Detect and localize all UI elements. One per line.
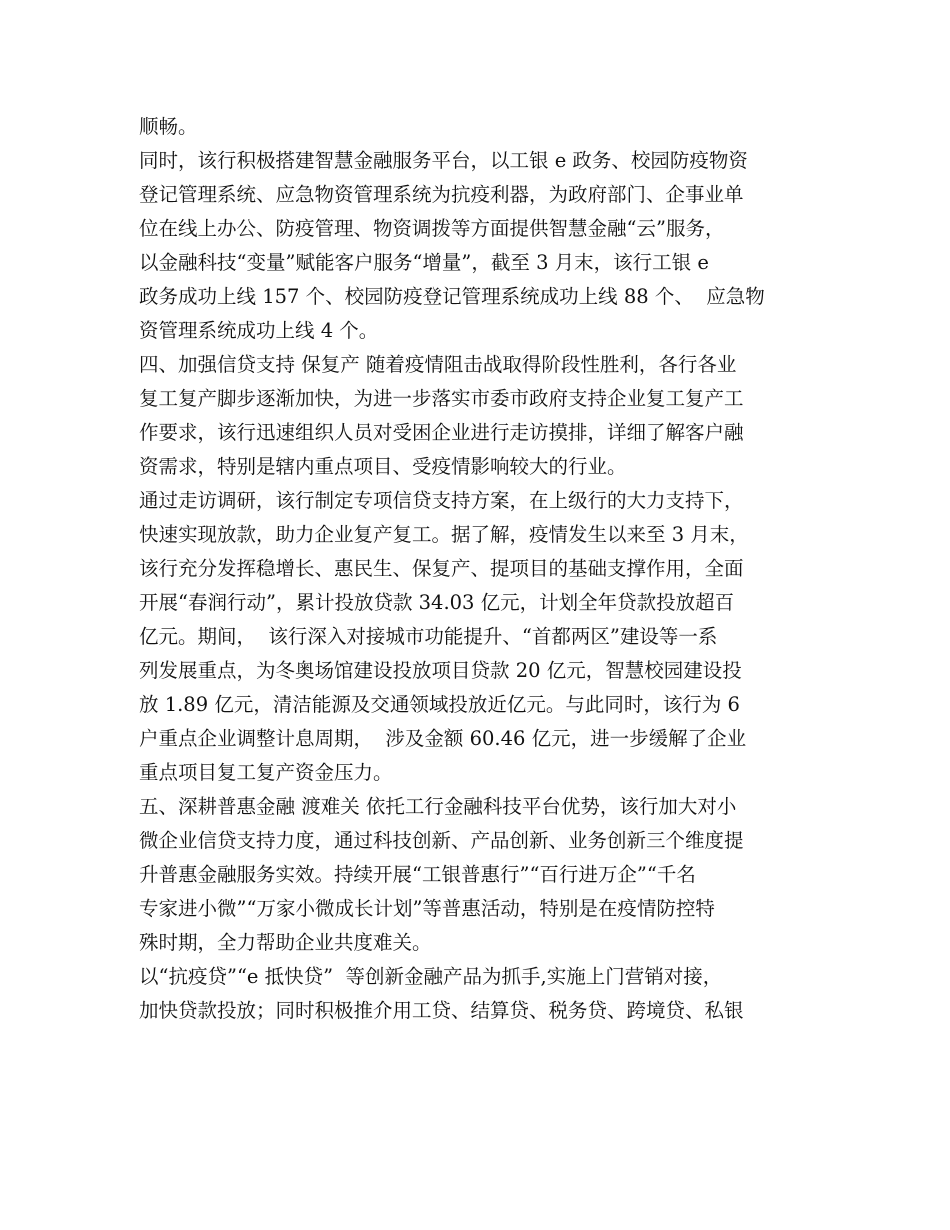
text-line: 资需求，特别是辖内重点项目、受疫情影响较大的行业。 [139,455,627,478]
text-line: 列发展重点，为冬奥场馆建设投放项目贷款 20 亿元，智慧校园建设投 [139,659,742,682]
text-line: 开展“春润行动”，累计投放贷款 34.03 亿元，计划全年贷款投放超百 [139,591,735,614]
text-line: 加快贷款投放；同时积极推介用工贷、结算贷、税务贷、跨境贷、私银 [139,999,744,1022]
text-line: 重点项目复工复产资金压力。 [139,761,393,784]
text-line: 政务成功上线 157 个、校园防疫登记管理系统成功上线 88 个、 应急物 [139,285,765,308]
text-line: 以“抗疫贷”“e 抵快贷” 等创新金融产品为抓手,实施上门营销对接， [139,965,723,988]
text-line: 作要求，该行迅速组织人员对受困企业进行走访摸排，详细了解客户融 [139,421,744,444]
document-body [139,110,819,1028]
text-line: 顺畅。 [139,115,198,138]
text-line: 五、深耕普惠金融 渡难关 依托工行金融科技平台优势，该行加大对小 [139,795,737,818]
text-line: 以金融科技“变量”赋能客户服务“增量”，截至 3 月末，该行工银 e [139,251,709,274]
text-line: 四、加强信贷支持 保复产 随着疫情阻击战取得阶段性胜利，各行各业 [139,353,737,376]
text-line: 通过走访调研，该行制定专项信贷支持方案，在上级行的大力支持下， [139,489,744,512]
text-line: 户重点企业调整计息周期， 涉及金额 60.46 亿元，进一步缓解了企业 [139,727,747,750]
text-line: 快速实现放款，助力企业复产复工。据了解，疫情发生以来至 3 月末， [139,523,749,546]
text-line: 资管理系统成功上线 4 个。 [139,319,379,342]
text-line: 同时，该行积极搭建智慧金融服务平台，以工银 e 政务、校园防疫物资 [139,149,748,172]
text-line: 升普惠金融服务实效。持续开展“工银普惠行”“百行进万企”“千名 [139,863,696,886]
text-line: 该行充分发挥稳增长、惠民生、保复产、提项目的基础支撑作用，全面 [139,557,744,580]
text-line: 亿元。期间， 该行深入对接城市功能提升、“首都两区”建设等一系 [139,625,718,648]
text-line: 登记管理系统、应急物资管理系统为抗疫利器，为政府部门、企事业单 [139,183,744,206]
text-line: 殊时期，全力帮助企业共度难关。 [139,931,432,954]
text-line: 位在线上办公、防疫管理、物资调拨等方面提供智慧金融“云”服务， [139,217,725,240]
text-line: 放 1.89 亿元，清洁能源及交通领域投放近亿元。与此同时，该行为 6 [139,693,740,716]
text-line: 微企业信贷支持力度，通过科技创新、产品创新、业务创新三个维度提 [139,829,744,852]
text-line: 专家进小微”“万家小微成长计划”等普惠活动，特别是在疫情防控特 [139,897,715,920]
text-line: 复工复产脚步逐渐加快，为进一步落实市委市政府支持企业复工复产工 [139,387,744,410]
